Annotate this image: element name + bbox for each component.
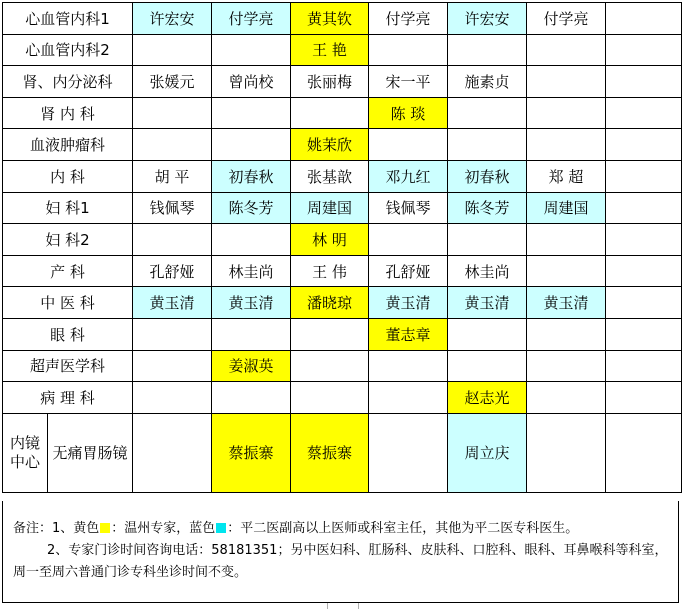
doctor-cell (606, 129, 682, 161)
doctor-cell (133, 382, 212, 414)
schedule-row (3, 318, 682, 350)
doctor-cell: 许宏安 (448, 3, 527, 35)
schedule-row (3, 160, 682, 192)
doctor-cell: 蔡振寨 (291, 413, 369, 492)
doctor-cell (606, 3, 682, 35)
doctor-cell: 姜淑英 (212, 350, 291, 382)
doctor-cell (369, 224, 448, 256)
doctor-cell: 黄其钦 (291, 3, 369, 35)
doctor-cell (606, 224, 682, 256)
blue-swatch-icon (216, 523, 226, 533)
doctor-cell: 陈冬芳 (448, 192, 527, 224)
doctor-cell: 张媛元 (133, 66, 212, 98)
doctor-cell: 蔡振寨 (212, 413, 291, 492)
doctor-cell (369, 129, 448, 161)
doctor-cell (291, 318, 369, 350)
doctor-cell (133, 413, 212, 492)
doctor-cell (369, 413, 448, 492)
doctor-cell: 周建国 (527, 192, 606, 224)
doctor-cell (527, 129, 606, 161)
doctor-cell (606, 413, 682, 492)
department-name: 内 科 (3, 160, 133, 192)
doctor-cell: 张丽梅 (291, 66, 369, 98)
doctor-cell (212, 224, 291, 256)
schedule-row (3, 34, 682, 66)
doctor-cell (133, 318, 212, 350)
endoscopy-row (3, 413, 682, 492)
doctor-cell: 黄玉清 (448, 287, 527, 319)
doctor-cell: 黄玉清 (133, 287, 212, 319)
schedule-row (3, 97, 682, 129)
doctor-cell (527, 224, 606, 256)
doctor-cell: 曾尚校 (212, 66, 291, 98)
doctor-cell (133, 350, 212, 382)
doctor-cell (212, 129, 291, 161)
doctor-cell (212, 318, 291, 350)
doctor-cell: 王 伟 (291, 255, 369, 287)
doctor-cell (606, 66, 682, 98)
schedule-row (3, 66, 682, 98)
department-name: 病 理 科 (3, 382, 133, 414)
department-name: 超声医学科 (3, 350, 133, 382)
doctor-cell (606, 350, 682, 382)
schedule-row (3, 3, 682, 35)
doctor-cell (527, 66, 606, 98)
note-1-prefix: 备注：1、黄色 (13, 521, 100, 536)
doctor-cell: 初春秋 (212, 160, 291, 192)
doctor-cell (527, 382, 606, 414)
notes-box (2, 501, 679, 603)
doctor-cell: 付学亮 (527, 3, 606, 35)
doctor-cell: 孔舒娅 (369, 255, 448, 287)
doctor-cell: 林圭尚 (212, 255, 291, 287)
note-1-middle: ：温州专家，蓝色 (111, 521, 216, 536)
doctor-cell (448, 350, 527, 382)
doctor-cell: 宋一平 (369, 66, 448, 98)
doctor-cell: 邓九红 (369, 160, 448, 192)
schedule-row (3, 255, 682, 287)
doctor-cell (448, 129, 527, 161)
doctor-cell: 周建国 (291, 192, 369, 224)
doctor-cell: 周立庆 (448, 413, 527, 492)
doctor-cell (369, 34, 448, 66)
outpatient-schedule-table (2, 2, 682, 493)
doctor-cell: 付学亮 (212, 3, 291, 35)
painless-endoscopy-label: 无痛胃肠镜 (48, 413, 133, 492)
doctor-cell (212, 97, 291, 129)
doctor-cell (291, 97, 369, 129)
doctor-cell (527, 255, 606, 287)
department-name: 眼 科 (3, 318, 133, 350)
doctor-cell (291, 382, 369, 414)
doctor-cell (448, 97, 527, 129)
doctor-cell (527, 350, 606, 382)
note-line-2: 2、专家门诊时间咨询电话：58181351；另中医妇科、肛肠科、皮肤科、口腔科、眼科、耳鼻喉科等科室，周一至周六普通门诊专科坐诊时间不变。 (13, 543, 668, 580)
doctor-cell (291, 350, 369, 382)
doctor-cell (527, 318, 606, 350)
doctor-cell (133, 224, 212, 256)
department-name: 心血管内科2 (3, 34, 133, 66)
schedule-row (3, 287, 682, 319)
schedule-row (3, 224, 682, 256)
note-line-1 (13, 518, 578, 540)
department-name: 妇 科2 (3, 224, 133, 256)
doctor-cell: 陈冬芳 (212, 192, 291, 224)
doctor-cell (133, 129, 212, 161)
doctor-cell (606, 192, 682, 224)
doctor-cell (369, 382, 448, 414)
schedule-body (3, 3, 682, 493)
endoscopy-center-label: 内镜中心 (3, 413, 48, 492)
doctor-cell: 姚茉欣 (291, 129, 369, 161)
doctor-cell (606, 382, 682, 414)
department-name: 血液肿瘤科 (3, 129, 133, 161)
doctor-cell (369, 350, 448, 382)
doctor-cell: 王 艳 (291, 34, 369, 66)
doctor-cell: 付学亮 (369, 3, 448, 35)
doctor-cell (448, 34, 527, 66)
doctor-cell: 钱佩琴 (369, 192, 448, 224)
department-name: 妇 科1 (3, 192, 133, 224)
yellow-swatch-icon (100, 523, 110, 533)
doctor-cell: 胡 平 (133, 160, 212, 192)
schedule-row (3, 129, 682, 161)
schedule-row (3, 192, 682, 224)
department-name: 肾、内分泌科 (3, 66, 133, 98)
department-name: 心血管内科1 (3, 3, 133, 35)
doctor-cell: 初春秋 (448, 160, 527, 192)
department-name: 中 医 科 (3, 287, 133, 319)
department-name: 肾 内 科 (3, 97, 133, 129)
note-1-suffix: ：平二医副高以上医师或科室主任，其他为平二医专科医生。 (227, 521, 579, 536)
doctor-cell: 许宏安 (133, 3, 212, 35)
doctor-cell (212, 382, 291, 414)
doctor-cell (448, 224, 527, 256)
doctor-cell (527, 34, 606, 66)
page-divider-mark (327, 603, 359, 609)
doctor-cell (527, 413, 606, 492)
doctor-cell (133, 34, 212, 66)
doctor-cell: 赵志光 (448, 382, 527, 414)
doctor-cell: 钱佩琴 (133, 192, 212, 224)
doctor-cell: 潘晓琼 (291, 287, 369, 319)
doctor-cell (606, 97, 682, 129)
doctor-cell: 张基歆 (291, 160, 369, 192)
doctor-cell (527, 97, 606, 129)
doctor-cell: 林 明 (291, 224, 369, 256)
doctor-cell (212, 34, 291, 66)
doctor-cell: 林圭尚 (448, 255, 527, 287)
doctor-cell: 郑 超 (527, 160, 606, 192)
doctor-cell (606, 287, 682, 319)
doctor-cell: 施素贞 (448, 66, 527, 98)
doctor-cell (606, 255, 682, 287)
doctor-cell (606, 160, 682, 192)
doctor-cell: 黄玉清 (212, 287, 291, 319)
doctor-cell (448, 318, 527, 350)
doctor-cell: 陈 琰 (369, 97, 448, 129)
doctor-cell: 黄玉清 (527, 287, 606, 319)
doctor-cell: 孔舒娅 (133, 255, 212, 287)
schedule-row (3, 382, 682, 414)
doctor-cell: 黄玉清 (369, 287, 448, 319)
doctor-cell: 董志章 (369, 318, 448, 350)
doctor-cell (606, 318, 682, 350)
doctor-cell (133, 97, 212, 129)
department-name: 产 科 (3, 255, 133, 287)
schedule-row (3, 350, 682, 382)
doctor-cell (606, 34, 682, 66)
